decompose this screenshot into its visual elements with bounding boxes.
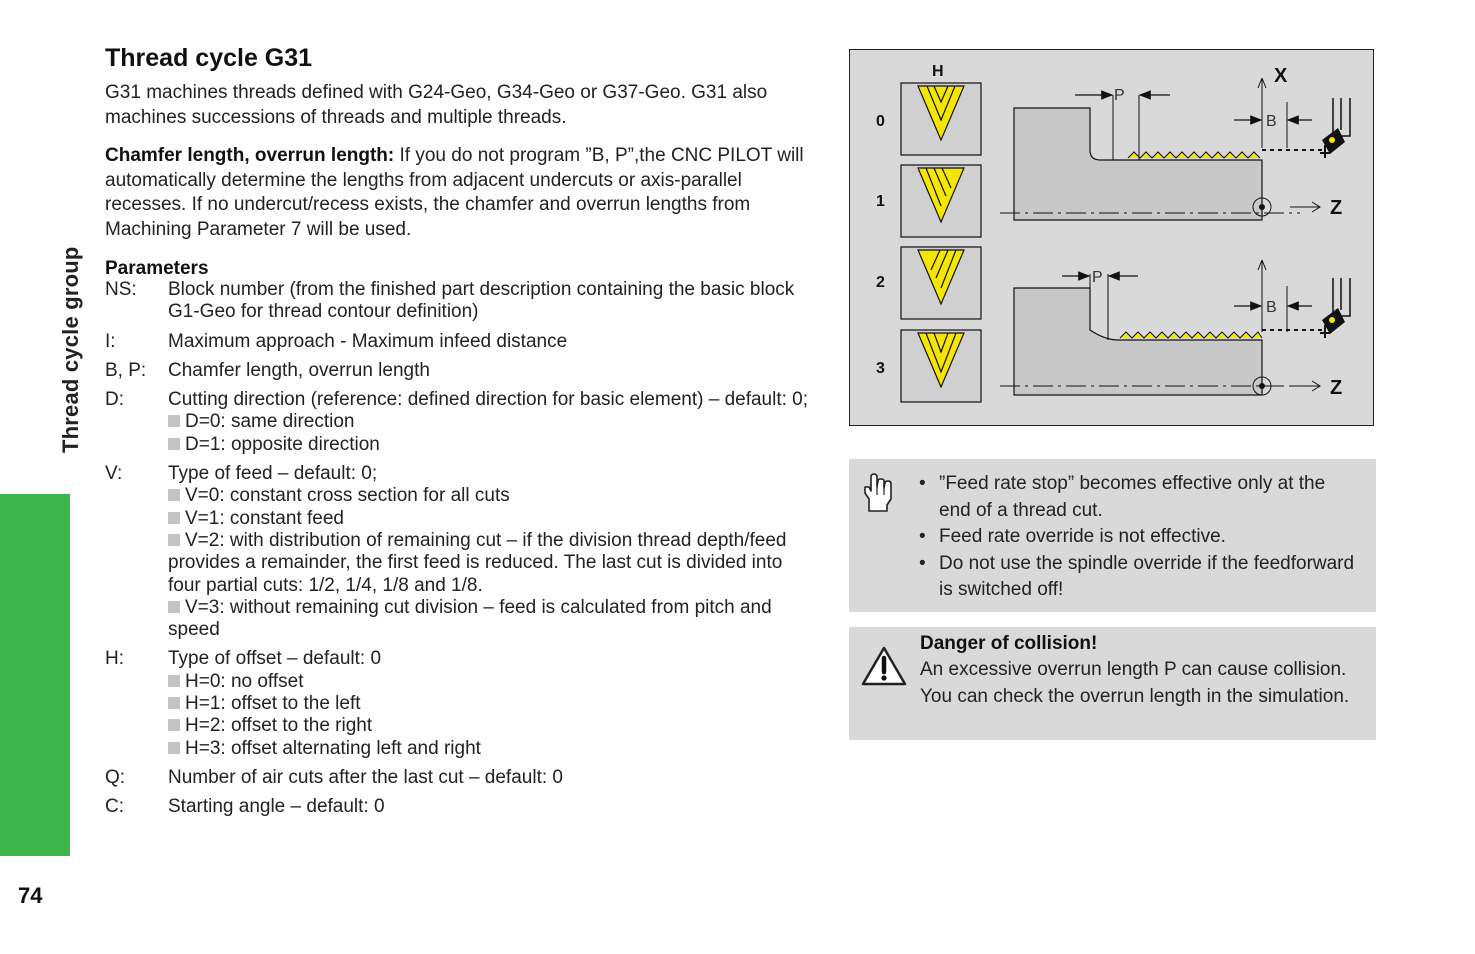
x-label: X <box>1274 65 1288 87</box>
param-text: Maximum approach - Maximum infeed distance <box>168 330 568 352</box>
part-lower <box>1000 260 1350 399</box>
param-text: Type of offset – default: 0 <box>168 648 382 670</box>
param-i <box>105 331 820 353</box>
danger-text: An excessive overrun length P can cause collision. You can check the overrun length in the simulation. <box>920 659 1350 707</box>
param-text: Block number (from the finished part description containing the basic block G1-Geo for thread contour definition) <box>168 279 795 323</box>
b-label: B <box>1266 113 1277 130</box>
param-b-p <box>105 360 820 382</box>
hand-icon <box>861 471 895 515</box>
danger-title: Danger of collision! <box>920 633 1098 654</box>
param-text: Starting angle – default: 0 <box>168 796 385 818</box>
param-v <box>105 463 820 641</box>
parameters-heading: Parameters <box>105 258 209 279</box>
param-option: H=2: offset to the right <box>168 715 820 737</box>
note-box <box>849 459 1376 612</box>
param-text: Cutting direction (reference: defined direction for basic element) – default: 0; <box>168 389 809 411</box>
danger-box <box>849 627 1376 740</box>
param-key: Q: <box>105 766 126 788</box>
thread-diagram <box>850 50 1373 425</box>
param-option: D=0: same direction <box>168 411 820 433</box>
param-key: B, P: <box>105 359 147 381</box>
offset-box-2 <box>901 247 981 319</box>
b-label: B <box>1266 299 1277 316</box>
h-label: H <box>932 63 944 80</box>
chamfer-label: Chamfer length, overrun length: <box>105 145 395 166</box>
param-option: V=2: with distribution of remaining cut – if the division thread depth/feed provides a remainder, the first feed is reduced. The last cut is divided into four partial cuts: 1/2, 1/4, 1/8 and 1/8. <box>168 529 787 596</box>
intro-text: G31 machines threads defined with G24-Geo, G34-Geo or G37-Geo. G31 also machines successions of threads and multiple threads. <box>105 82 768 128</box>
thread-cycle-figure <box>849 49 1374 426</box>
p-label: P <box>1114 87 1125 104</box>
param-ns <box>105 279 820 324</box>
square-bullet-icon <box>168 601 180 613</box>
param-text: Number of air cuts after the last cut – default: 0 <box>168 766 563 788</box>
row-label: 0 <box>876 113 885 130</box>
param-option: V=3: without remaining cut division – feed is calculated from pitch and speed <box>168 596 772 641</box>
row-label: 1 <box>876 193 885 210</box>
square-bullet-icon <box>168 489 180 501</box>
param-c <box>105 796 820 818</box>
chapter-tab <box>0 494 70 856</box>
p-label: P <box>1092 269 1103 286</box>
main-column <box>105 44 820 826</box>
square-bullet-icon <box>168 512 180 524</box>
param-key: V: <box>105 463 123 485</box>
square-bullet-icon <box>168 438 180 450</box>
param-option: D=1: opposite direction <box>168 434 820 456</box>
note-item: • Do not use the spindle override if the feedforward is switched off! <box>919 551 1359 604</box>
param-key: H: <box>105 648 124 670</box>
square-bullet-icon <box>168 415 180 427</box>
note-item: • ”Feed rate stop” becomes effective only at the end of a thread cut. <box>919 471 1359 524</box>
note-list <box>919 471 1359 604</box>
square-bullet-icon <box>168 697 180 709</box>
row-label: 2 <box>876 274 885 291</box>
row-label: 3 <box>876 360 885 377</box>
z-label: Z <box>1330 197 1343 219</box>
param-key: C: <box>105 796 124 818</box>
part-upper <box>1000 65 1350 220</box>
page-number: 74 <box>18 883 43 908</box>
param-text: Chamfer length, overrun length <box>168 359 430 381</box>
warning-icon <box>861 645 907 687</box>
param-option: H=1: offset to the left <box>168 693 820 715</box>
param-q <box>105 767 820 789</box>
param-key: I: <box>105 330 116 352</box>
param-option: H=0: no offset <box>168 671 820 693</box>
param-option: V=0: constant cross section for all cuts <box>168 485 820 507</box>
chapter-label: Thread cycle group <box>58 246 83 453</box>
z-label: Z <box>1330 377 1343 399</box>
offset-box-3 <box>901 330 981 402</box>
param-option: H=3: offset alternating left and right <box>168 738 820 760</box>
square-bullet-icon <box>168 719 180 731</box>
param-h <box>105 648 820 759</box>
square-bullet-icon <box>168 675 180 687</box>
page-title: Thread cycle G31 <box>105 44 313 72</box>
square-bullet-icon <box>168 742 180 754</box>
chamfer-text: If you do not program ”B, P”,the CNC PILOT will automatically determine the lengths from adjacent undercuts or axis-parallel recesses. If no undercut/recess exists, the chamfer and overrun lengths from Machining Parameter 7 will be used. <box>105 145 804 240</box>
param-d <box>105 389 820 456</box>
offset-box-1 <box>901 165 981 237</box>
chamfer-paragraph <box>105 144 820 242</box>
square-bullet-icon <box>168 534 180 546</box>
param-text: Type of feed – default: 0; <box>168 463 378 485</box>
offset-box-0 <box>901 83 981 155</box>
param-key: NS: <box>105 279 137 300</box>
param-option: V=1: constant feed <box>168 508 820 530</box>
param-key: D: <box>105 389 124 411</box>
note-item: • Feed rate override is not effective. <box>919 524 1359 551</box>
